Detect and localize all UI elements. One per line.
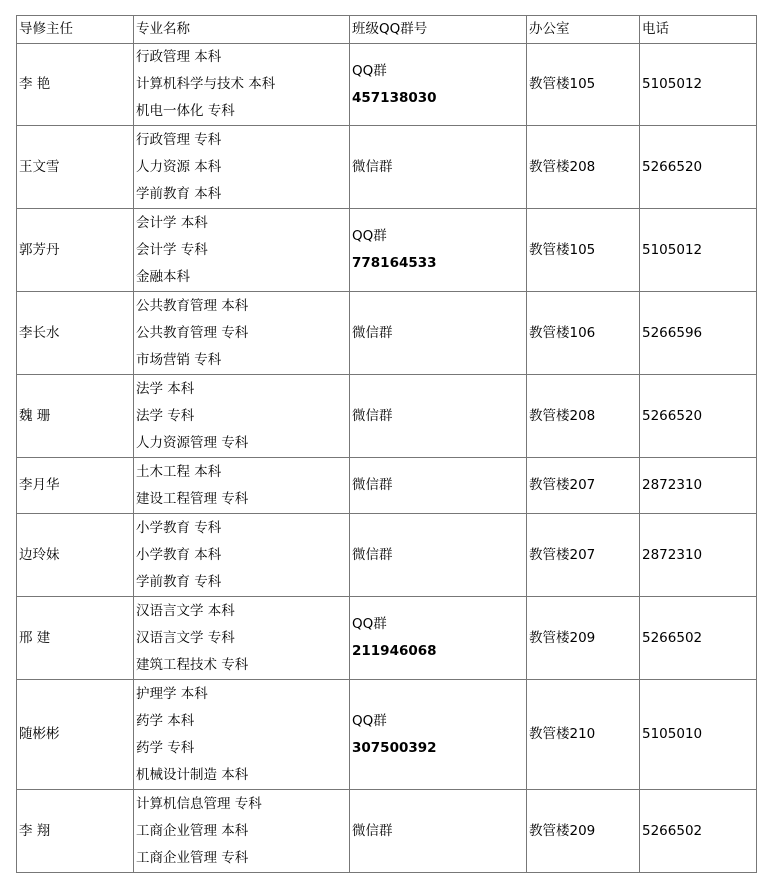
office-cell bbox=[527, 209, 640, 292]
table-row bbox=[17, 292, 757, 375]
class-group-cell bbox=[350, 514, 527, 597]
major-item: 会计学 本科 bbox=[136, 214, 208, 231]
table-row bbox=[17, 597, 757, 680]
group-type-label: 微信群 bbox=[352, 477, 393, 493]
class-group-cell bbox=[350, 209, 527, 292]
major-item: 人力资源管理 专科 bbox=[136, 434, 249, 451]
major-item: 行政管理 专科 bbox=[136, 131, 222, 148]
office-building: 教管楼 bbox=[529, 477, 570, 493]
major-item: 汉语言文学 本科 bbox=[136, 602, 235, 619]
office-room: 209 bbox=[569, 629, 596, 646]
office-room: 208 bbox=[569, 407, 596, 424]
phone-number: 5105010 bbox=[640, 680, 757, 790]
phone-number: 5105012 bbox=[640, 209, 757, 292]
office-building: 教管楼 bbox=[529, 546, 570, 563]
office-building: 教管楼 bbox=[529, 76, 570, 92]
table-row bbox=[17, 209, 757, 292]
office-room: 210 bbox=[569, 726, 596, 742]
class-group-cell bbox=[350, 680, 527, 790]
major-item: 小学教育 本科 bbox=[136, 546, 222, 563]
table-row bbox=[17, 680, 757, 790]
major-item: 法学 专科 bbox=[136, 407, 195, 424]
office-cell bbox=[527, 126, 640, 209]
major-item: 机械设计制造 本科 bbox=[136, 766, 249, 783]
office-cell bbox=[527, 292, 640, 375]
major-item: 学前教育 专科 bbox=[136, 573, 222, 590]
tutor-contact-table bbox=[16, 15, 757, 873]
office-room: 106 bbox=[569, 324, 596, 341]
table-row bbox=[17, 44, 757, 126]
group-type-label: 微信群 bbox=[352, 324, 393, 341]
class-group-cell bbox=[350, 375, 527, 458]
group-type-label: QQ群 bbox=[352, 62, 387, 79]
major-item: 建设工程管理 专科 bbox=[136, 490, 249, 507]
major-item: 小学教育 专科 bbox=[136, 519, 222, 536]
office-cell bbox=[527, 790, 640, 873]
office-cell bbox=[527, 597, 640, 680]
tutor-name: 随彬彬 bbox=[17, 680, 134, 790]
major-item: 行政管理 本科 bbox=[136, 49, 222, 65]
phone-number: 2872310 bbox=[640, 514, 757, 597]
group-type-label: 微信群 bbox=[352, 158, 393, 175]
header-phone: 电话 bbox=[640, 16, 757, 44]
office-building: 教管楼 bbox=[529, 407, 570, 424]
office-building: 教管楼 bbox=[529, 822, 570, 839]
majors-cell bbox=[134, 375, 350, 458]
group-type-label: 微信群 bbox=[352, 407, 393, 424]
table-row bbox=[17, 375, 757, 458]
phone-number: 5266502 bbox=[640, 790, 757, 873]
major-item: 会计学 专科 bbox=[136, 241, 208, 258]
office-cell bbox=[527, 44, 640, 126]
office-building: 教管楼 bbox=[529, 241, 570, 258]
major-item: 市场营销 专科 bbox=[136, 351, 222, 368]
major-item: 计算机科学与技术 本科 bbox=[136, 76, 276, 92]
office-room: 207 bbox=[569, 477, 596, 493]
office-room: 105 bbox=[569, 241, 596, 258]
major-item: 汉语言文学 专科 bbox=[136, 629, 235, 646]
tutor-name: 李 翔 bbox=[17, 790, 134, 873]
office-room: 208 bbox=[569, 158, 596, 175]
tutor-name: 魏 珊 bbox=[17, 375, 134, 458]
table-row bbox=[17, 126, 757, 209]
group-type-label: 微信群 bbox=[352, 546, 393, 563]
major-item: 法学 本科 bbox=[136, 380, 195, 397]
major-item: 公共教育管理 专科 bbox=[136, 324, 249, 341]
office-building: 教管楼 bbox=[529, 158, 570, 175]
table-row bbox=[17, 514, 757, 597]
class-group-cell bbox=[350, 458, 527, 514]
phone-number: 5105012 bbox=[640, 44, 757, 126]
office-room: 207 bbox=[569, 546, 596, 563]
phone-number: 5266502 bbox=[640, 597, 757, 680]
class-group-cell bbox=[350, 44, 527, 126]
class-group-cell bbox=[350, 597, 527, 680]
major-item: 工商企业管理 专科 bbox=[136, 849, 249, 866]
office-building: 教管楼 bbox=[529, 324, 570, 341]
group-type-label: QQ群 bbox=[352, 712, 387, 729]
majors-cell bbox=[134, 292, 350, 375]
majors-cell bbox=[134, 680, 350, 790]
office-cell bbox=[527, 458, 640, 514]
tutor-name: 郭芳丹 bbox=[17, 209, 134, 292]
qq-group-number: 457138030 bbox=[352, 89, 437, 106]
header-majors: 专业名称 bbox=[134, 16, 350, 44]
qq-group-number: 778164533 bbox=[352, 255, 437, 271]
majors-cell bbox=[134, 126, 350, 209]
group-type-label: QQ群 bbox=[352, 616, 387, 632]
office-room: 105 bbox=[569, 76, 596, 92]
header-row bbox=[17, 16, 757, 44]
office-room: 209 bbox=[569, 822, 596, 839]
header-group: 班级QQ群号 bbox=[350, 16, 527, 44]
qq-group-number: 307500392 bbox=[352, 739, 437, 756]
majors-cell bbox=[134, 209, 350, 292]
major-item: 学前教育 本科 bbox=[136, 185, 222, 202]
office-cell bbox=[527, 375, 640, 458]
class-group-cell bbox=[350, 126, 527, 209]
tutor-name: 邢 建 bbox=[17, 597, 134, 680]
tutor-name: 王文雪 bbox=[17, 126, 134, 209]
table-row bbox=[17, 458, 757, 514]
office-cell bbox=[527, 514, 640, 597]
majors-cell bbox=[134, 44, 350, 126]
tutor-name: 边玲妹 bbox=[17, 514, 134, 597]
tutor-name: 李长水 bbox=[17, 292, 134, 375]
majors-cell bbox=[134, 514, 350, 597]
major-item: 药学 专科 bbox=[136, 739, 195, 756]
majors-cell bbox=[134, 458, 350, 514]
major-item: 药学 本科 bbox=[136, 712, 195, 729]
phone-number: 5266596 bbox=[640, 292, 757, 375]
major-item: 护理学 本科 bbox=[136, 685, 208, 702]
class-group-cell bbox=[350, 292, 527, 375]
major-item: 土木工程 本科 bbox=[136, 463, 222, 480]
office-building: 教管楼 bbox=[529, 629, 570, 646]
major-item: 工商企业管理 本科 bbox=[136, 822, 249, 839]
tutor-name: 李月华 bbox=[17, 458, 134, 514]
major-item: 金融本科 bbox=[136, 268, 190, 285]
major-item: 机电一体化 专科 bbox=[136, 103, 235, 119]
phone-number: 5266520 bbox=[640, 375, 757, 458]
group-type-label: 微信群 bbox=[352, 822, 393, 839]
phone-number: 5266520 bbox=[640, 126, 757, 209]
class-group-cell bbox=[350, 790, 527, 873]
major-item: 人力资源 本科 bbox=[136, 158, 222, 175]
majors-cell bbox=[134, 790, 350, 873]
group-type-label: QQ群 bbox=[352, 228, 387, 244]
office-cell bbox=[527, 680, 640, 790]
major-item: 计算机信息管理 专科 bbox=[136, 795, 262, 812]
header-office: 办公室 bbox=[527, 16, 640, 44]
major-item: 建筑工程技术 专科 bbox=[136, 656, 249, 673]
qq-group-number: 211946068 bbox=[352, 643, 437, 659]
header-tutor: 导修主任 bbox=[17, 16, 134, 44]
phone-number: 2872310 bbox=[640, 458, 757, 514]
major-item: 公共教育管理 本科 bbox=[136, 297, 249, 314]
table-row bbox=[17, 790, 757, 873]
tutor-name: 李 艳 bbox=[17, 44, 134, 126]
office-building: 教管楼 bbox=[529, 726, 570, 742]
majors-cell bbox=[134, 597, 350, 680]
